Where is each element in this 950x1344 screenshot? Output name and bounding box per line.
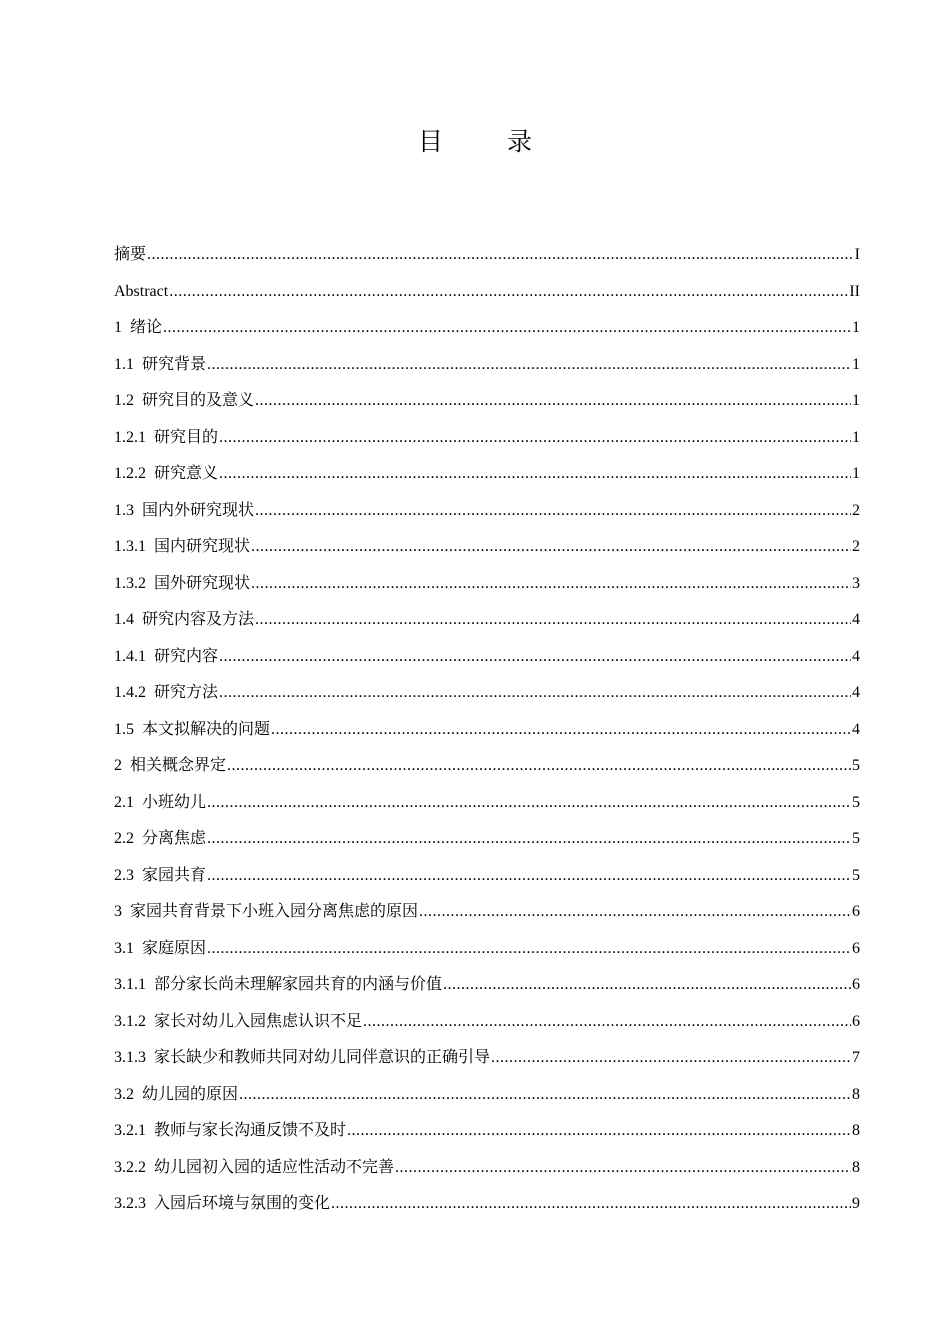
toc-entry-page: II [849,282,860,300]
dot-leader [395,1156,851,1180]
dot-leader [207,864,851,888]
table-of-contents [114,243,860,1229]
toc-entry-page: 6 [852,1012,860,1030]
toc-entry[interactable] [114,1156,860,1193]
toc-entry-page: 4 [852,611,860,628]
toc-entry-label: 1.3.1 国内研究现状 [114,538,251,555]
toc-entry[interactable] [114,754,860,791]
toc-entry-label: 1.1 研究背景 [114,355,207,373]
toc-entry-label: 3.2.1 教师与家长沟通反馈不及时 [114,1122,347,1139]
toc-entry[interactable] [114,791,860,828]
toc-entry-page: 4 [852,720,860,738]
toc-entry-label: 3.1.3 家长缺少和教师共同对幼儿同伴意识的正确引导 [114,1049,491,1066]
toc-entry[interactable] [114,572,860,609]
toc-entry[interactable] [114,900,860,937]
toc-entry[interactable] [114,243,860,280]
toc-entry-label: 1.3 国内外研究现状 [114,501,255,519]
toc-entry-page: 6 [852,939,860,957]
toc-entry-page: 2 [852,501,860,519]
dot-leader [251,535,851,559]
toc-entry-page: 1 [852,428,860,446]
dot-leader [227,754,851,778]
toc-entry-page: 9 [852,1195,860,1212]
toc-entry-label: 3.2 幼儿园的原因 [114,1085,239,1103]
toc-entry-page: 1 [852,319,860,336]
toc-entry-label: 1 绪论 [114,319,163,336]
dot-leader [163,316,851,340]
toc-entry-page: 2 [852,538,860,555]
dot-leader [207,827,851,851]
dot-leader [207,791,851,815]
toc-entry-label: 3.1 家庭原因 [114,939,207,957]
toc-entry[interactable] [114,499,860,536]
toc-entry[interactable] [114,316,860,353]
toc-entry-page: 7 [852,1049,860,1066]
toc-entry[interactable] [114,681,860,718]
dot-leader [347,1119,851,1143]
toc-entry[interactable] [114,718,860,755]
dot-leader [419,900,851,924]
toc-entry[interactable] [114,973,860,1010]
dot-leader [251,572,851,596]
toc-entry[interactable] [114,1010,860,1047]
toc-entry-label: 3.2.3 入园后环境与氛围的变化 [114,1195,331,1212]
toc-entry[interactable] [114,426,860,463]
toc-entry-page: 6 [852,976,860,993]
toc-entry[interactable] [114,462,860,499]
toc-entry-page: 3 [852,574,860,592]
toc-entry[interactable] [114,1119,860,1156]
toc-entry-page: 1 [852,465,860,482]
dot-leader [491,1046,851,1070]
toc-entry-page: 5 [852,866,860,884]
dot-leader [239,1083,851,1107]
toc-entry-label: 1.4.2 研究方法 [114,684,219,701]
toc-entry-page: 8 [852,1122,860,1139]
toc-entry-page: 4 [852,647,860,665]
toc-entry-label: 2.1 小班幼儿 [114,793,207,811]
toc-entry-label: 2.3 家园共育 [114,866,207,884]
dot-leader [219,426,851,450]
dot-leader [443,973,851,997]
toc-entry-label: 1.2 研究目的及意义 [114,392,255,409]
dot-leader [363,1010,851,1034]
toc-entry-page: 6 [852,903,860,920]
toc-entry[interactable] [114,280,860,317]
dot-leader [207,353,851,377]
dot-leader [219,462,851,486]
toc-entry[interactable] [114,353,860,390]
toc-entry[interactable] [114,827,860,864]
toc-entry-label: 3.2.2 幼儿园初入园的适应性活动不完善 [114,1158,395,1176]
toc-entry-page: 4 [852,684,860,701]
dot-leader [255,499,851,523]
toc-entry-page: 1 [852,392,860,409]
toc-entry[interactable] [114,937,860,974]
dot-leader [331,1192,851,1216]
toc-entry-label: 1.2.1 研究目的 [114,428,219,446]
toc-entry-label: 3.1.1 部分家长尚未理解家园共育的内涵与价值 [114,976,443,993]
toc-entry[interactable] [114,389,860,426]
toc-entry-page: 5 [852,793,860,811]
dot-leader [255,389,851,413]
toc-entry[interactable] [114,645,860,682]
toc-entry-label: 3 家园共育背景下小班入园分离焦虑的原因 [114,903,419,920]
toc-entry-page: 8 [852,1158,860,1176]
toc-entry-label: 1.3.2 国外研究现状 [114,574,251,592]
dot-leader [169,280,848,304]
dot-leader [271,718,851,742]
dot-leader [147,243,854,267]
dot-leader [255,608,851,632]
dot-leader [219,681,851,705]
toc-entry-label: 1.2.2 研究意义 [114,465,219,482]
toc-entry[interactable] [114,864,860,901]
toc-entry[interactable] [114,1046,860,1083]
dot-leader [219,645,851,669]
toc-entry-page: 8 [852,1085,860,1103]
toc-entry-label: 摘要 [114,246,147,263]
page-title: 目 录 [418,127,560,156]
toc-entry-label: 2.2 分离焦虑 [114,830,207,847]
toc-entry[interactable] [114,608,860,645]
toc-entry[interactable] [114,1083,860,1120]
toc-entry-page: 5 [852,757,860,774]
toc-entry-page: 1 [852,355,860,373]
dot-leader [207,937,851,961]
toc-entry-page: I [854,246,860,263]
toc-entry[interactable] [114,1192,860,1229]
toc-entry-label: 3.1.2 家长对幼儿入园焦虑认识不足 [114,1012,363,1030]
toc-entry-page: 5 [852,830,860,847]
toc-entry-label: 1.5 本文拟解决的问题 [114,720,271,738]
toc-entry-label: Abstract [114,282,169,300]
toc-entry-label: 1.4 研究内容及方法 [114,611,255,628]
toc-entry-label: 1.4.1 研究内容 [114,647,219,665]
toc-entry-label: 2 相关概念界定 [114,757,227,774]
toc-entry[interactable] [114,535,860,572]
